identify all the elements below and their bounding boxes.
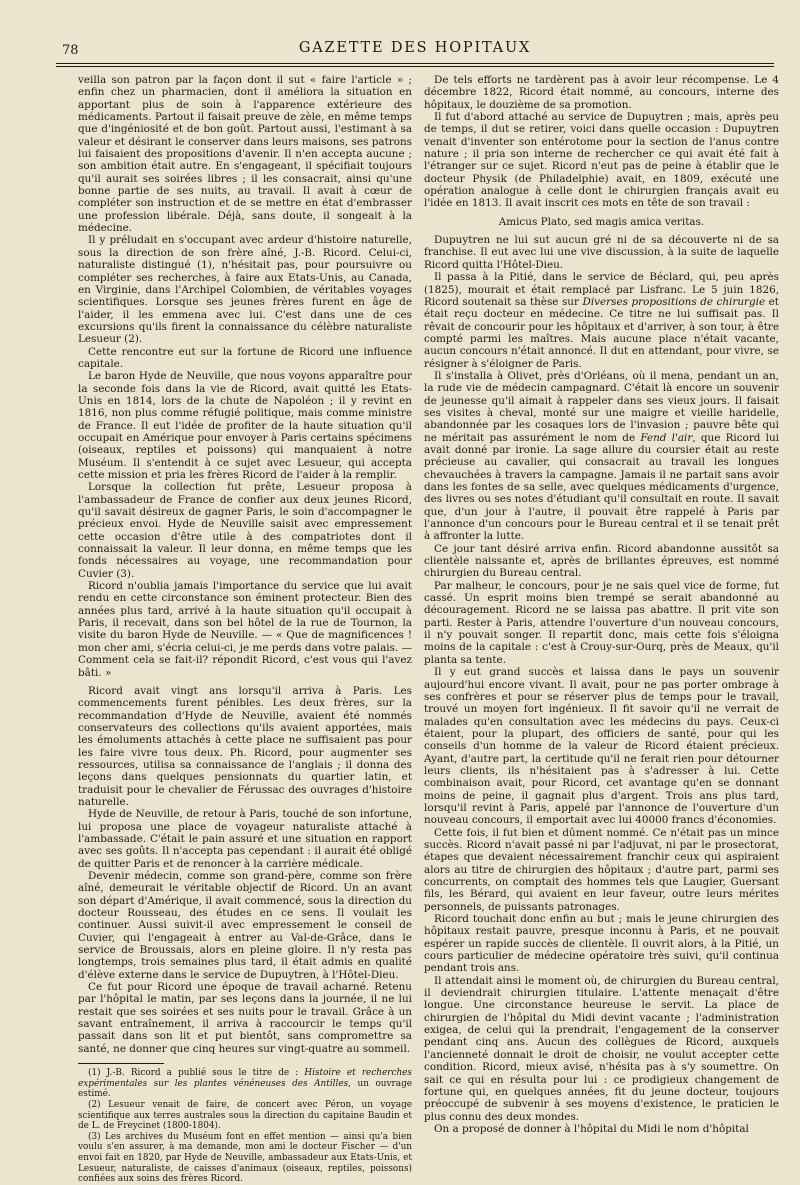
paragraph: On a proposé de donner à l'hôpital du Midi le nom d'hôpital <box>434 1122 749 1135</box>
publication-title: GAZETTE DES HOPITAUX <box>298 40 532 56</box>
paragraph: Ricord avait vingt ans lorsqu'il arriva à Paris. Les commencements furent pénibles. Les deux frères, sur la recommandation d'Hyde de Neuville, avaient été nommés conservateurs des collections qu'ils avaient apportées, mais les émoluments attachés à cette place ne suffisaient pas pour les faire vivre tous deux. Ph. Ricord, pour augmenter ses ressources, utilisa sa connaissance de l'anglais ; il donna des leçons dans quelques pensionnats du quartier latin, et traduisit pour le chevalier de Férussac des ouvrages d'histoire naturelle. <box>78 684 412 808</box>
paragraph: Il y préludait en s'occupant avec ardeur d'histoire naturelle, sous la direction de son frère aîné, J.-B. Ricord. Celui-ci, naturaliste distingué (1), n'hésitait pas, pour poursuivre ou compléter ses recherches, à faire aux Etats-Unis, au Canada, en Virginie, dans l'Archipel Colombien, de véritables voyages scientifiques. Lorsque ses jeunes frères furent en âge de l'aider, il les emmena avec lui. C'est dans une de ces excursions qu'ils firent la connaissance du célèbre naturaliste Lesueur (2). <box>78 234 412 346</box>
paragraph: Hyde de Neuville, de retour à Paris, touché de son infortune, lui proposa une place de voyageur naturaliste attaché à l'ambassade. C'était le pain assuré et une situation en rapport avec ses goûts. Il n'accepta pas cependant : il aurait été obligé de quitter Paris et de renoncer à la carrière médicale. <box>78 808 412 870</box>
paragraph: Ricord touchait donc enfin au but ; mais le jeune chirurgien des hôpitaux restait pauvre, presque inconnu à Paris, et ne pouvait espérer un rapide succès de clientèle. Il ouvrit alors, à la Pitié, un cours particulier de médecine opératoire très suivi, qu'il continua pendant trois ans. <box>424 913 779 975</box>
footnote-2: (2) Lesueur venait de faire, de concert avec Péron, un voyage scientifique aux terres australes sous la direction du capitaine Baudin et de L. de Freycinet (1800-1804). <box>78 1099 412 1132</box>
header-rule-double <box>56 66 774 67</box>
left-column <box>78 74 412 1185</box>
page-header <box>56 38 774 62</box>
horse-name: Fend l'air <box>640 431 693 444</box>
paragraph: Cette fois, il fut bien et dûment nommé. Ce n'était pas un mince succès. Ricord n'avait passé ni par l'adjuvat, ni par le prosectorat, étapes que devaient nécessairement franchir ceux qui aspiraient alors au titre de chirurgien des hôpitaux ; d'autre part, parmi ses concurrents, on comptait des hommes tels que Laugier, Guersant fils, les Bérard, qui avaient en leur faveur, outre leurs mérites personnels, de puissants patronages. <box>424 826 779 913</box>
paragraph: veilla son patron par la façon dont il sut « faire l'article » ; enfin chez un pharmacien, dont il améliora la situation en apportant plus de soin à l'apparence extérieure des médicaments. Partout il faisait preuve de zèle, en même temps que d'ingéniosité et de bon goût. Partout aussi, l'estimant à sa valeur et désirant le conserver dans leurs maisons, ses patrons lui faisaient des propositions d'avenir. Il n'en accepta aucune ; son ambition était autre. En s'engageant, il spécifiait toujours qu'il aurait ses soirées libres ; il les consacrait, ainsi qu'une bonne partie de ses nuits, au travail. Il avait à cœur de compléter son instruction et de se mettre en état d'embrasser une profession libérale. Déjà, sans doute, il songeait à la médecine. <box>78 74 412 235</box>
page-number: 78 <box>62 43 79 58</box>
paragraph: Ricord n'oublia jamais l'importance du service que lui avait rendu en cette circonstance son éminent protecteur. Bien des années plus tard, arrivé à la haute situation qu'il occupait à Paris, il recevait, dans son bel hôtel de la rue de Tournon, la visite du baron Hyde de Neuville. — « Que de magnificences ! mon cher ami, s'écria celui-ci, je me perds dans votre palais. — Comment cela se fait-il? répondit Ricord, c'est vous qui l'avez bâti. » <box>78 580 412 679</box>
epigraph: Amicus Plato, sed magis amica veritas. <box>498 215 705 228</box>
thesis-title: Diverses propositions de chirurgie <box>582 295 766 308</box>
paragraph: Il attendait ainsi le moment où, de chirurgien du Bureau central, il deviendrait chirurgien titulaire. L'attente menaçait d'être longue. Une circonstance heureuse le servit. La place de chirurgien de l'hôpital du Midi devint vacante ; l'administration exigea, de celui qui la prendrait, l'engagement de la conserver pendant cinq ans. Aucun des collègues de Ricord, auxquels l'ancienneté donnait le droit de choisir, ne voulut accepter cette condition. Ricord, mieux avisé, n'hésita pas à s'y soumettre. On sait ce qui en résulta pour lui : ce prodigieux changement de fortune qui, en quelques années, fit du jeune docteur, toujours préoccupé de subvenir à ses moyens d'existence, le praticien le plus connu des deux mondes. <box>424 974 779 1123</box>
paragraph: Ce fut pour Ricord une époque de travail acharné. Retenu par l'hôpital le matin, par ses leçons dans la journée, il ne lui restait que ses soirées et ses nuits pour le travail. Grâce à un savant entraînement, il arriva à raccourcir le temps qu'il passait dans son lit et put bientôt, sans compromettre sa santé, ne donner que cinq heures sur vingt-quatre au sommeil. <box>78 981 412 1055</box>
paragraph: Il s'installa à Olivet, près d'Orléans, où il mena, pendant un an, la rude vie de médecin campagnard. C'était là encore un souvenir de jeunesse qu'il aimait à rappeler dans ses vieux jours. Il faisait ses visites à cheval, monté sur une maigre et vieille haridelle, abandonnée par les cosaques lors de l'invasion ; pauvre bête qui ne méritait pas assurément le nom de Fend l'air, que Ricord lui avait donné par ironie. La sage allure du coursier était au reste précieuse au cavalier, qui consacrait au travail les longues chevauchées à travers la campagne. Jamais il ne partait sans avoir dans les fontes de sa selle, avec quelques médicaments d'urgence, des livres ou ses notes d'étudiant qu'il consultait en route. Il savait que, d'un jour à l'autre, il pouvait être rappelé à Paris par l'annonce d'un concours pour le Bureau central et il se tenait prêt à affronter la lutte. <box>424 369 779 543</box>
footnote-1: (1) J.-B. Ricord a publié sous le titre de : Histoire et recherches expérimentales sur les plantes vénéneuses des Antilles, un ouvrage estimé. <box>78 1068 412 1100</box>
paragraph: Lorsque la collection fut prête, Lesueur proposa à l'ambassadeur de France de confier aux deux jeunes Ricord, qu'il savait désireux de gagner Paris, le soin d'accompagner le précieux envoi. Hyde de Neuville saisit avec empressement cette occasion d'être utile à des compatriotes dont il connaissait la valeur. Il leur donna, en même temps que les fonds nécessaires au voyage, une recommandation pour Cuvier (3). <box>78 481 412 580</box>
paragraph: Il fut d'abord attaché au service de Dupuytren ; mais, après peu de temps, il dut se retirer, voici dans quelle occasion : Dupuytren venait d'inventer son entérotome pour la section de l'anus contre nature ; il pria son interne de rechercher ce qui avait été fait à l'étranger sur ce sujet. Ricord n'eut pas de peine à établir que le docteur Physik (de Philadelphie) avait, en 1809, exécuté une opération analogue à celle dont le chirurgien français avait eu l'idée en 1813. Il avait inscrit ces mots en tête de son travail : <box>424 111 779 210</box>
paragraph: Il y eut grand succès et laissa dans le pays un souvenir aujourd'hui encore vivant. Il avait, pour ne pas porter ombrage à ses confrères et pour se réserver plus de temps pour le travail, trouvé un moyen fort ingénieux. Il fit savoir qu'il ne verrait de malades qu'en consultation avec les médecins du pays. Ceux-ci étaient, pour la plupart, des officiers de santé, pour qui les conseils d'un homme de la valeur de Ricord étaient précieux. Ayant, d'autre part, la certitude qu'il ne ferait rien pour détourner leurs clients, ils n'hésitaient pas à s'adresser à lui. Cette combinaison avait, pour Ricord, cet avantage qu'en se donnant moins de peine, il gagnait plus d'argent. Trois ans plus tard, lorsqu'il revint à Paris, appelé par l'annonce de l'ouverture d'un nouveau concours, il emportait avec lui 40000 francs d'économies. <box>424 666 779 827</box>
footnote-separator <box>78 1063 164 1064</box>
paragraph: Il passa à la Pitié, dans le service de Béclard, qui, peu après (1825), mourait et était remplacé par Lisfranc. Le 5 juin 1826, Ricord soutenait sa thèse sur Diverses propositions de chirurgie et était reçu docteur en médecine. Ce titre ne lui suffisait pas. Il rêvait de concourir pour les hôpitaux et d'arriver, à son tour, à être compté parmi les maîtres. Mais aucune place n'était vacante, aucun concours n'était annoncé. Il dut en attendant, pour vivre, se résigner à s'éloigner de Paris. <box>424 271 779 370</box>
paragraph: Ce jour tant désiré arriva enfin. Ricord abandonne aussitôt sa clientèle naissante et, après de brillantes épreuves, est nommé chirurgien du Bureau central. <box>424 542 779 580</box>
header-rule <box>56 63 774 64</box>
paragraph: Devenir médecin, comme son grand-père, comme son frère aîné, demeurait le véritable objectif de Ricord. Un an avant son départ d'Amérique, il avait commencé, sous la direction du docteur Rousseau, des études en ce sens. Il voulait les continuer. Aussi suivit-il avec empressement le conseil de Cuvier, qui l'engageait à entrer au Val-de-Grâce, dans le service de Broussais, alors en pleine gloire. Il n'y resta pas longtemps, trois semaines plus tard, il était admis en qualité d'élève externe dans le service de Dupuytren, à l'Hôtel-Dieu. <box>78 870 412 981</box>
paragraph: Le baron Hyde de Neuville, que nous voyons apparaître pour la seconde fois dans la vie de Ricord, avait quitté les Etats-Unis en 1814, lors de la chute de Napoléon ; il y revint en 1816, non plus comme réfugié politique, mais comme ministre de France. Il eut l'idée de profiter de la haute situation qu'il occupait en Amérique pour envoyer à Paris certains spécimens (oiseaux, reptiles et poissons) qui manquaient à notre Muséum. Il s'entendit à ce sujet avec Lesueur, qui accepta cette mission et pria les frères Ricord de l'aider à la remplir. <box>78 370 412 481</box>
footnote-3: (3) Les archives du Muséum font en effet mention — ainsi qu'a bien voulu s'en assurer, à ma demande, mon ami le docteur Fischer — d'un envoi fait en 1820, par Hyde de Neuville, ambassadeur aux Etats-Unis, et Lesueur, naturaliste, de caisses d'animaux (oiseaux, reptiles, poissons) confiées aux soins des frères Ricord. <box>78 1131 412 1185</box>
paragraph: Par malheur, le concours, pour je ne sais quel vice de forme, fut cassé. Un esprit moins bien trempé se serait abandonné au découragement. Ricord ne se laissa pas abattre. Il prit vite son parti. Rester à Paris, attendre l'ouverture d'un nouveau concours, il n'y pouvait songer. Il repartit donc, mais cette fois s'éloigna moins de la capitale : c'est à Crouy-sur-Ourq, près de Meaux, qu'il planta sa tente. <box>424 579 779 666</box>
paragraph: Dupuytren ne lui sut aucun gré ni de sa découverte ni de sa franchise. Il eut avec lui une vive discussion, à la suite de laquelle Ricord quitta l'Hôtel-Dieu. <box>424 234 779 271</box>
book-title: Histoire et recherches expérimentales sur les plantes vénéneuses des Antilles <box>78 1068 412 1089</box>
right-column <box>424 74 779 1135</box>
paragraph: De tels efforts ne tardèrent pas à avoir leur récompense. Le 4 décembre 1822, Ricord était nommé, au concours, interne des hôpitaux, le douzième de sa promotion. <box>424 74 779 111</box>
paragraph: Cette rencontre eut sur la fortune de Ricord une influence capitale. <box>78 345 412 370</box>
